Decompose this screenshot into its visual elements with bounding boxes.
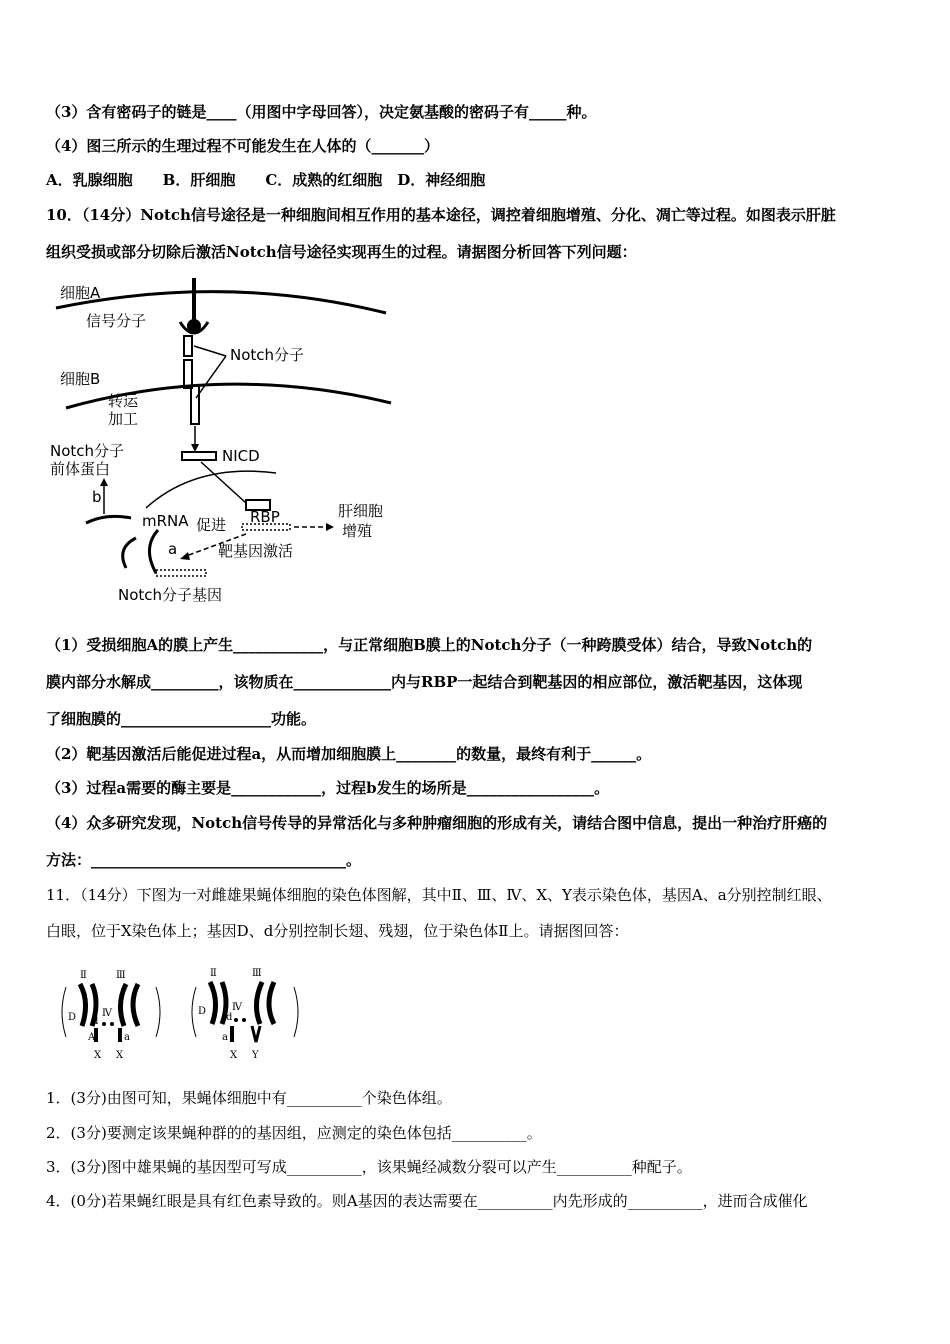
roman-iv: Ⅳ [102,1008,112,1019]
roman-iii: Ⅲ [252,968,262,979]
q10-subquestion-1-line3: 了细胞膜的____________________功能。 [46,710,317,728]
q11-intro-line2: 白眼，位于X染色体上；基因D、d分别控制长翅、残翅，位于染色体Ⅱ上。请据图回答： [46,922,629,940]
q9-subquestion-4: （4）图三所示的生理过程不可能发生在人体的（_______） [46,137,439,155]
gene-a-upper: A [88,1032,96,1043]
label-processing: 加工 [108,410,139,428]
right-bracket [156,987,160,1037]
label-x-1: X [94,1050,102,1061]
notch-pathway-diagram [46,278,406,608]
roman-iv: Ⅳ [232,1002,242,1013]
mrna-strand [86,516,131,523]
label-liver-cell: 肝细胞 [338,502,384,520]
notch-segment-1 [184,336,192,356]
roman-iii: Ⅲ [116,970,126,981]
chromosome-x [230,1026,234,1042]
q10-intro-text1: 10．（14分）Notch信号途径是一种细胞间相互作用的基本途径，调控着细胞增殖、分化、凋亡等过程。如图表示肝脏 [46,206,836,224]
label-process-b: b [92,488,102,506]
chromosome-iv-b [242,1018,246,1022]
chromosome-iii-b [269,982,274,1024]
roman-ii: Ⅱ [80,970,87,981]
label-notch-gene: Notch分子基因 [118,586,223,604]
label-y: Y [252,1050,259,1061]
label-notch-precursor-1: Notch分子 [50,442,125,460]
chromosome-ii-a [80,984,86,1026]
dna-strand-right [149,530,158,573]
right-bracket [294,987,298,1037]
chromosome-iv-a [234,1018,238,1022]
label-promote: 促进 [196,516,227,534]
gene-d-upper: D [68,1012,77,1023]
arrow-process-a-head [180,552,190,560]
gene-d-lower: d [226,1012,233,1023]
label-proliferation: 增殖 [342,522,373,540]
chromosome-y [252,1026,260,1042]
label-x: X [230,1050,238,1061]
q11-item-4: 4．(0分)若果蝇红眼是具有红色素导致的。则A基因的表达需要在__________内先形成的__________，进而合成催化 [46,1192,808,1210]
left-bracket [62,987,66,1037]
label-notch-molecule: Notch分子 [230,346,305,364]
q10-subquestion-3: （3）过程a需要的酶主要是____________，过程b发生的场所是_________________。 [46,779,610,797]
chromosome-iii-b [133,984,138,1026]
q10-subquestion-1-line2: 膜内部分水解成_________，该物质在_____________内与RBP一起结合到靶基因的相应部位，激活靶基因，这体现 [46,673,803,691]
male-fly-karyotype [186,962,306,1062]
q11-item-1: 1．(3分)由图可知，果蝇体细胞中有__________个染色体组。 [46,1089,452,1107]
label-cell-b: 细胞B [60,370,101,388]
chromosome-iv-a [102,1022,106,1026]
chromosome-ii-a [210,982,216,1024]
chromosome-iii-a [120,984,126,1026]
notch-segment-2 [184,360,192,388]
q9-options: A．乳腺细胞 B．肝细胞 C．成熟的红细胞 D．神经细胞 [46,171,486,189]
q11-item-2: 2．(3分)要测定该果蝇种群的的基因组，应测定的染色体包括__________。 [46,1124,542,1142]
label-signal-molecule: 信号分子 [86,312,147,330]
arrow-to-rbp [201,462,246,503]
roman-ii: Ⅱ [210,968,217,979]
chromosome-x-b [118,1028,122,1042]
notch-segment-3 [191,386,199,424]
gene-d-upper: D [198,1006,207,1017]
arrow-to-nicd-head [191,444,199,452]
label-nicd: NICD [222,447,260,465]
q10-subquestion-4-line2: 方法：__________________________________。 [46,851,362,869]
chromosome-iv-b [110,1022,114,1026]
label-cell-a: 细胞A [60,284,101,302]
notch-gene-dna [156,570,206,576]
nicd-molecule [182,452,216,460]
q11-intro-line1: 11．（14分）下图为一对雌雄果蝇体细胞的染色体图解，其中Ⅱ、Ⅲ、Ⅳ、X、Y表示染色体，基因A、a分别控制红眼、 [46,886,832,904]
gene-d-lower: d [92,1016,99,1027]
dna-strand-left [123,538,136,568]
q11-item-3: 3．(3分)图中雄果蝇的基因型可写成__________，该果蝇经减数分裂可以产生__________种配子。 [46,1158,692,1176]
arrow-b-head [100,478,108,486]
arrow-to-liver-head [326,523,334,531]
chromosome-iii-a [256,982,262,1024]
label-mrna: mRNA [142,512,189,530]
gene-a-lower: a [222,1032,228,1043]
q10-subquestion-1-line1: （1）受损细胞A的膜上产生____________，与正常细胞B膜上的Notch分子（一种跨膜受体）结合，导致Notch的 [46,636,813,654]
female-fly-karyotype [56,962,166,1062]
gene-a-lower: a [124,1032,130,1043]
nuclear-envelope [146,471,276,508]
q10-intro-line2: 组织受损或部分切除后激活Notch信号途径实现再生的过程。请据图分析回答下列问题： [46,243,637,261]
label-rbp: RBP [250,508,280,526]
label-x-2: X [116,1050,124,1061]
left-bracket [192,987,196,1037]
cell-a-membrane [56,292,386,313]
label-target-gene-activation: 靶基因激活 [218,542,294,560]
q10-subquestion-2: （2）靶基因激活后能促进过程a，从而增加细胞膜上________的数量，最终有利于______。 [46,745,652,763]
q9-subquestion-3: （3）含有密码子的链是____（用图中字母回答），决定氨基酸的密码子有_____种。 [46,103,597,121]
label-process-a: a [168,540,178,558]
q10-intro-line1 [46,205,836,225]
q10-subquestion-4-line1: （4）众多研究发现，Notch信号传导的异常活化与多种肿瘤细胞的形成有关，请结合图中信息，提出一种治疗肝癌的 [46,814,828,832]
label-notch-precursor-2: 前体蛋白 [50,460,111,478]
label-transport: 转运 [108,392,139,410]
